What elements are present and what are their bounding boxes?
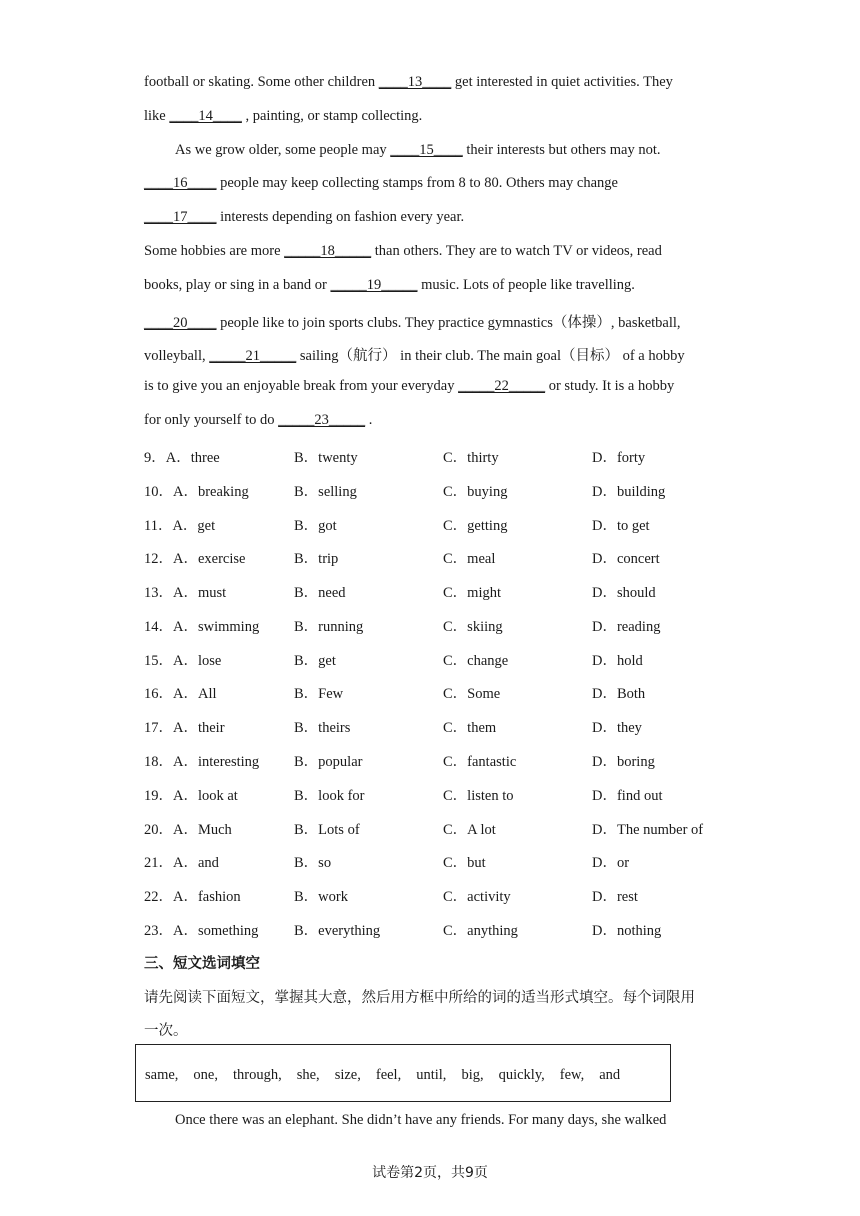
option-b[interactable]: B．twenty [294,450,358,466]
option-d[interactable]: D．or [592,855,630,871]
option-a[interactable]: 17．A．their [144,720,225,736]
passage-text: sailing（航行） in their club. The main goal（目标） of a hobby [296,348,685,364]
option-a[interactable]: 9．A．three [144,450,220,466]
passage-line-6 [144,243,662,260]
option-b[interactable]: B．Few [294,686,344,702]
question-row-11 [144,514,724,534]
blank-19: _____19_____ [330,277,418,293]
passage-line-9 [144,344,685,365]
question-row-14 [144,615,724,635]
question-row-9 [144,446,724,466]
option-d[interactable]: D．rest [592,889,638,905]
option-a[interactable]: 21．A．and [144,855,219,871]
option-d[interactable]: D．should [592,585,656,601]
instruction-line-1: 请先阅读下面短文，掌握其大意，然后用方框中所给的词的适当形式填空。每个词限用 [144,990,695,1006]
passage-text: like [144,108,170,124]
question-row-15 [144,649,724,669]
option-d[interactable]: D．concert [592,551,660,567]
option-c[interactable]: C．listen to [443,788,514,804]
option-a[interactable]: 13．A．must [144,585,227,601]
word-item: one, [193,1067,218,1083]
word-item: few, [559,1067,585,1083]
word-list [145,1067,620,1084]
passage-text: . [365,412,373,428]
question-row-21 [144,851,724,871]
option-b[interactable]: B．so [294,855,332,871]
word-item: she, [296,1067,320,1083]
word-item: through, [232,1067,282,1083]
passage-text: Some hobbies are more [144,243,285,259]
option-c[interactable]: C．activity [443,889,511,905]
question-row-20 [144,818,724,838]
passage-text: people like to join sports clubs. They practice gymnastics（体操）, basketball, [216,315,681,331]
option-a[interactable]: 11．A．get [144,518,216,534]
page-footer: 试卷第2页，共9页 [372,1165,488,1181]
blank-23: _____23_____ [278,412,366,428]
option-b[interactable]: B．everything [294,923,381,939]
option-c[interactable]: C．change [443,653,509,669]
passage-line-3 [175,142,661,159]
option-b[interactable]: B．popular [294,754,363,770]
passage-text: music. Lots of people like travelling. [417,277,635,293]
option-d[interactable]: D．Both [592,686,646,702]
passage-text: their interests but others may not. [462,142,661,158]
option-c[interactable]: C．getting [443,518,508,534]
blank-22: _____22_____ [458,378,546,394]
passage-text: get interested in quiet activities. They [451,74,673,90]
passage-line-7 [144,277,635,294]
story-line-1: Once there was an elephant. She didn’t have any friends. For many days, she walked [175,1112,667,1128]
passage-line-1 [144,74,673,91]
option-b[interactable]: B．get [294,653,336,669]
option-c[interactable]: C．buying [443,484,508,500]
option-d[interactable]: D．find out [592,788,663,804]
option-d[interactable]: D．nothing [592,923,662,939]
option-a[interactable]: 14．A．swimming [144,619,260,635]
question-row-19 [144,784,724,804]
option-c[interactable]: C．skiing [443,619,503,635]
word-item: same, [145,1067,179,1083]
option-c[interactable]: C．meal [443,551,496,567]
option-b[interactable]: B．selling [294,484,357,500]
option-b[interactable]: B．Lots of [294,822,360,838]
passage-text: interests depending on fashion every year. [216,209,465,225]
option-d[interactable]: D．to get [592,518,650,534]
option-a[interactable]: 12．A．exercise [144,551,246,567]
option-d[interactable]: D．The number of [592,822,704,838]
option-d[interactable]: D．forty [592,450,646,466]
passage-line-2 [144,108,422,125]
passage-text: As we grow older, some people may [175,142,391,158]
passage-text: books, play or sing in a band or [144,277,331,293]
passage-line-8 [144,311,681,332]
option-d[interactable]: D．building [592,484,666,500]
option-a[interactable]: 16．A．All [144,686,217,702]
blank-13: ____13____ [378,74,452,90]
passage-text: or study. It is a hobby [545,378,675,394]
word-item: quickly, [498,1067,545,1083]
passage-line-10 [144,378,674,395]
passage-text: for only yourself to do [144,412,279,428]
option-c[interactable]: C．them [443,720,497,736]
blank-18: _____18_____ [284,243,372,259]
word-item: size, [334,1067,361,1083]
option-a[interactable]: 22．A．fashion [144,889,241,905]
instruction-line-2: 一次。 [144,1023,188,1039]
passage-line-11 [144,412,372,429]
question-row-12 [144,547,724,567]
option-a[interactable]: 15．A．lose [144,653,222,669]
passage-text: , painting, or stamp collecting. [241,108,423,124]
question-row-13 [144,581,724,601]
option-c[interactable]: C．fantastic [443,754,517,770]
option-c[interactable]: C．Some [443,686,501,702]
option-b[interactable]: B．got [294,518,337,534]
option-d[interactable]: D．reading [592,619,661,635]
option-b[interactable]: B．need [294,585,346,601]
question-row-22 [144,885,724,905]
option-b[interactable]: B．work [294,889,348,905]
blank-16: ____16____ [144,175,217,191]
question-row-17 [144,716,724,736]
blank-21: _____21_____ [209,348,297,364]
word-item: big, [461,1067,484,1083]
option-b[interactable]: B．running [294,619,364,635]
question-row-16 [144,682,724,702]
passage-line-5 [144,209,464,226]
option-c[interactable]: C．A lot [443,822,496,838]
blank-17: ____17____ [144,209,217,225]
word-item: feel, [375,1067,402,1083]
option-c[interactable]: C．anything [443,923,518,939]
option-a[interactable]: 18．A．interesting [144,754,260,770]
blank-15: ____15____ [390,142,463,158]
option-d[interactable]: D．they [592,720,642,736]
passage-text: than others. They are to watch TV or videos, read [371,243,662,259]
word-item: and [599,1067,621,1083]
blank-20: ____20____ [144,315,217,331]
blank-14: ____14____ [169,108,242,124]
passage-line-4 [144,175,618,192]
word-item: until, [416,1067,447,1083]
passage-text: football or skating. Some other children [144,74,379,90]
section-title: 三、短文选词填空 [144,956,260,972]
passage-text: people may keep collecting stamps from 8 to 80. Others may change [216,175,618,191]
option-c[interactable]: C．but [443,855,486,871]
option-c[interactable]: C．thirty [443,450,499,466]
option-a[interactable]: 19．A．look at [144,788,238,804]
option-b[interactable]: B．look for [294,788,365,804]
option-a[interactable]: 10．A．breaking [144,484,249,500]
option-a[interactable]: 23．A．something [144,923,259,939]
question-row-18 [144,750,724,770]
passage-text: is to give you an enjoyable break from your everyday [144,378,459,394]
passage-text: volleyball, [144,348,210,364]
question-row-10 [144,480,724,500]
question-row-23 [144,919,724,939]
word-box [135,1044,671,1102]
option-d[interactable]: D．boring [592,754,655,770]
option-b[interactable]: B．theirs [294,720,351,736]
option-c[interactable]: C．might [443,585,502,601]
option-d[interactable]: D．hold [592,653,643,669]
option-a[interactable]: 20．A．Much [144,822,232,838]
option-b[interactable]: B．trip [294,551,339,567]
